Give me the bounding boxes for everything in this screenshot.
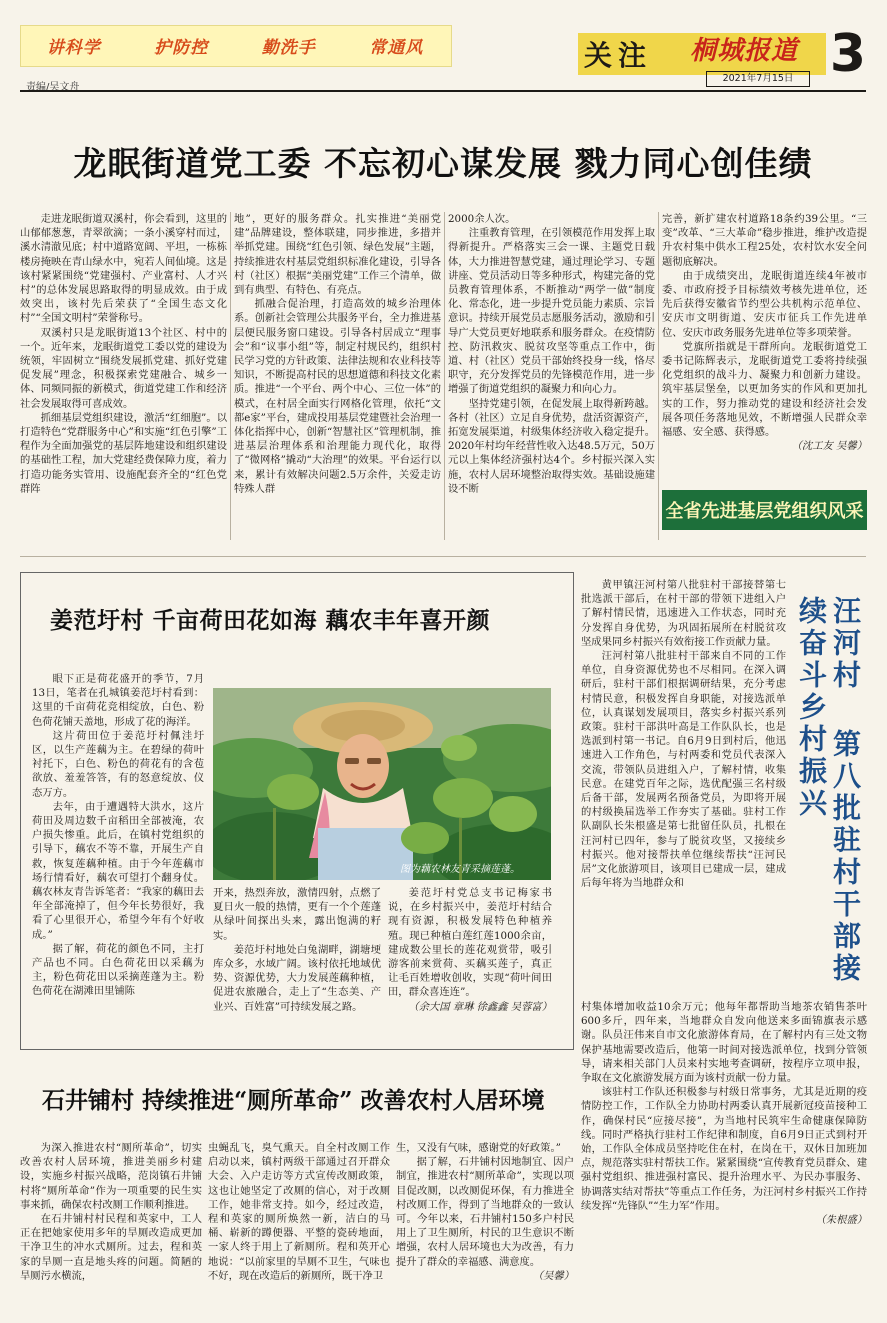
- paragraph: 完善，新扩建农村道路18条约39公里。“三变”改革、“三大革命”稳步推进，维护改造提升农村集中供水工程25处，农村饮水安全问题彻底解决。: [662, 213, 867, 268]
- shijing-article-col-1: [20, 1141, 202, 1283]
- photo-caption: 图为藕农林友青采摘莲蓬。: [400, 864, 520, 875]
- paragraph: 走进龙眠街道双溪村，你会看到，这里的山郁郁葱葱，青翠欲滴；一条小溪穿村而过，溪水清澈见底；村中道路宽阔、平坦，一栋栋楼房掩映在青山绿水中，宛若人间仙境。这是该村紧紧围绕“党建强村、产业富村、人才兴村”的总体发展思路取得的明显成效。由于成效突出，该村先后荣获了“全国生态文化村”“全国文明村”荣誉称号。: [20, 213, 227, 325]
- paragraph: 黄甲镇汪河村第八批驻村干部接替第七批选派干部后，在村干部的带领下进组入户了解村情民情，迅速进入工作状态，同时充分发挥自身优势，为巩固拓展所在村脱贫攻坚成果同乡村振兴有效衔接工作贡献力量。: [581, 579, 786, 648]
- main-article-col-2: [234, 212, 441, 496]
- column-divider: [658, 212, 659, 540]
- lotus-headline: 姜范圩村 千亩荷田花如海 藕农丰年喜开颜: [50, 607, 491, 634]
- editor-credit: 责编/吴文舟: [26, 82, 80, 93]
- section-banner: 全省先进基层党组织风采: [665, 501, 864, 522]
- slogan-row: [20, 25, 450, 65]
- byline: （沈工友 吴馨）: [791, 440, 867, 453]
- section-title: 关注: [584, 39, 653, 72]
- paragraph: 据了解，荷花的颜色不同，主打产品也不同。白色荷花田以采藕为主，粉色荷花田以采摘莲蓬为主。粉色荷花在湖滩田里铺陈: [32, 942, 204, 998]
- paragraph: 汪河村第八批驻村干部来自不同的工作单位，自身资源优势也不尽相同。在深入调研后，驻村干部们根据调研结果，充分考虑村情民意，积极发挥自身职能，对接选派单位，认真谋划发展项目，落实乡村振兴系列政策。驻村干部洪叶高是工作队队长，也是选派到村第一书记。自6月9日到村后，他迅速进入工作角色，与村两委和党员代表深入交流，带领队员进组入户，了解村情，收集民意。在建党百年之际，选优配强三名村级后备干部，发展两名预备党员，为即将开展的村级换届选举工作夯实了基础。驻村工作队副队长朱根盛是第七批留任队员，扎根在汪河村已四年，参与了脱贫攻坚，又接续乡村振兴。他对接帮扶单位继续帮扶“汪河民居”文化旅游项目，该项目已建成一层，建成后每年将为当地群众和: [581, 650, 786, 890]
- lotus-farmer-photo: [213, 688, 551, 880]
- paragraph: 双溪村只是龙眠街道13个社区、村中的一个。近年来，龙眠街道党工委以党的建设为统领，牢固树立“围绕发展抓党建、抓好党建促发展”理念，积极探索党建融合、城乡一体、同频同振的新模式，街道党建工作和经济社会发展取得可喜成效。: [20, 326, 227, 410]
- byline: （吴馨）: [532, 1269, 574, 1282]
- wanghe-headline: 汪河村 第八批驻村干部接续奋斗乡村振兴: [795, 596, 862, 985]
- wanghe-article-col-narrow: [581, 578, 786, 890]
- column-divider: [230, 212, 231, 540]
- slogan-2: 护防控: [154, 37, 209, 58]
- main-article-col-1: [20, 212, 227, 496]
- paragraph: 抓融合促治理，打造高效的城乡治理体系。创新社会管理公共服务平台，全力推进基层便民服务窗口建设。引导各村居成立“理事会”和“议事小组”等，制定村规民约，组织村民学习党的方针政策、法律法规和农业科技等知识，不断提高村民的思想道德和科技文化素质。推进“一个平台、两个中心、三位一体”的模式，在村居全面实行网格化管理，依托“文都e家”平台，建成投用基层党建暨社会治理一体化指挥中心，创新“智慧社区”管理机制，推进基层治理体系和治理能力现代化，取得了“微网格”撬动“大治理”的效果。平台运行以来，累计有效解决问题2.5万余件，关爱走访特殊人群: [234, 298, 441, 495]
- paragraph: 坚持党建引领，在促发展上取得新跨越。各村（社区）立足自身优势，盘活资源资产，拓宽发展渠道，村级集体经济收入稳定提升。2020年村均年经营性收入达48.5万元，50万元以上集体经济强村达4个。乡村振兴深入实施，农村人居环境整治取得实效。基础设施建设不断: [448, 397, 655, 495]
- shijing-article-col-2: [208, 1141, 390, 1283]
- slogan-1: 讲科学: [46, 37, 101, 58]
- slogan-4: 常通风: [369, 37, 424, 58]
- lotus-article-col-2: [213, 886, 381, 1014]
- paper-name-logo: 桐城报道: [690, 36, 799, 66]
- paragraph: 抓细基层党组织建设，激活“红细胞”。以打造特色“党群服务中心”和实施“红色引擎”工程作为全面加强党的基层阵地建设和组织建设的基础性工程，加大党建经费保障力度，着力打造功能务实管用、设施配套齐全的“红色党群阵: [20, 411, 227, 495]
- paragraph: 2000余人次。: [448, 213, 516, 225]
- main-headline: 龙眠街道党工委 不忘初心谋发展 戮力同心创佳绩: [73, 144, 813, 183]
- paragraph: 在石井铺村村民程和英家中，工人正在把她家使用多年的旱厕改造成更加干净卫生的冲水式厕所。过去，程和英家的旱厕一直是地头疼的问题。简陋的旱厕污水横流，: [20, 1213, 202, 1282]
- paragraph: 党旗所指就是干群所向。龙眠街道党工委书记陈辉表示，龙眠街道党工委将持续强化党组织的战斗力、凝聚力和创新力建设。筑牢基层堡垒，以更加务实的作风和更加扎实的工作，努力推动党的建设和经济社会发展各项任务落地见效，不断增强人民群众幸福感、安全感、获得感。: [662, 340, 867, 439]
- paragraph: 这片荷田位于姜范圩村佩洼圩区，以生产莲藕为主。在碧绿的荷叶衬托下，白色、粉色的荷花有的含苞欲放、羞羞答答，有的怒意绽放、仪态万方。: [32, 729, 204, 799]
- paragraph: 由于成绩突出，龙眠街道连续4年被市委、市政府授予目标绩效考核先进单位，还先后获得安徽省节约型公共机构示范单位、安庆市文明街道、安庆市征兵工作先进单位、安庆市政务服务先进单位等多项荣誉。: [662, 269, 867, 339]
- lotus-article-col-3: [388, 886, 552, 1014]
- wanghe-article-col-full: [581, 1000, 867, 1227]
- column-divider: [444, 212, 445, 540]
- byline: （朱根盛）: [815, 1214, 867, 1227]
- lotus-article-col-1: [32, 672, 204, 999]
- shijing-headline: 石井铺村 持续推进“厕所革命” 改善农村人居环境: [42, 1087, 545, 1114]
- paragraph: 该驻村工作队还积极参与村级日常事务，尤其是近期的疫情防控工作，工作队全力协助村两委认真开展新冠疫苗接种工作，确保村民“应接尽接”，为当地村民筑牢生命健康保障防线。同时严格执行驻村工作纪律和制度，自6月9日正式到村开始，工作队全体成员坚持吃住在村，在岗在干，双休日加班加点，规范落实驻村帮扶工作。紧紧围绕“宣传教育党员群众、建强村党组织、推进强村富民、提升治理水平、为民办事服务、协调落实结对帮扶”等重点工作任务，为汪河村乡村振兴工作持续发挥“先锋队”“生力军”作用。: [581, 1086, 867, 1212]
- paragraph: 开来，热烈奔放，激情四射，点燃了夏日火一般的热情，更有一个个莲蓬从绿叶间探出头来，露出饱满的籽实。: [213, 887, 381, 942]
- paragraph: 注重教育管理，在引领模范作用发挥上取得新提升。严格落实三会一课、主题党日载体，大力推进智慧党建，通过理论学习、专题讲座、党员活动日等多种形式，构建完备的党员教育管理体系，不断推动“两学一做”制度化、常态化，进一步提升党员能力素质、宗旨意识。持续开展党员志愿服务活动，激励和引导广大党员更好地联系和服务群众。在疫情防控、防汛救灾、脱贫攻坚等重点工作中，街道、村（社区）党员干部始终投身一线，恪尽职守，充分发挥党员的先锋模范作用，进一步增强了街道党组织的凝聚力和向心力。: [448, 227, 655, 396]
- byline: （余大国 章琳 徐鑫鑫 吴蓉富）: [408, 1000, 552, 1013]
- paragraph: 去年，由于遭遇特大洪水，这片荷田及周边数千亩稻田全部被淹，农户损失惨重。此后，在镇村党组织的引导下，藕农不等不靠，开展生产自救，恢复莲藕种植。由于今年莲藕市场行情看好，藕农可望打个翻身仗。藕农林友青告诉笔者：“我家的藕田去年全部淹掉了，但今年长势很好，我看了心里很开心，希望今年有个好收成。”: [32, 800, 204, 941]
- shijing-article-col-3: [396, 1141, 574, 1283]
- section-divider: [20, 556, 866, 557]
- paragraph: 姜范圩村党总支书记梅家书说，在乡村振兴中，姜范圩村结合现有资源，积极发展特色种植养殖。现已种植白莲红莲1000余亩，建成数公里长的莲花观赏带，吸引游客前来赏荷、买藕买莲子，真正让毛百姓增收创收，实现“荷叶间田田，群众喜连连”。: [388, 887, 552, 999]
- slogan-3: 勤洗手: [261, 37, 316, 58]
- header-rule: [20, 90, 866, 92]
- paragraph: 虫蝇乱飞，臭气熏天。自全村改厕工作启动以来，镇村两级干部通过召开群众大会、入户走访等方式宣传改厕政策，这也让她坚定了改厕的信心，对于改厕工作，她非常支持。如今，经过改造，程和英家的厕所焕然一新，洁白的马桶、崭新的蹲便器、平整的瓷砖地面，一家人终于用上了新厕所。程和英开心地说：“以前家里的旱厕不卫生，气味也不好，现在改造后的新厕所，既干净卫: [208, 1142, 390, 1282]
- paragraph: 村集体增加收益10余万元；他每年都帮助当地茶农销售茶叶600多斤，四年来，当地群众自发向他送来多面锦旗表示感谢。队员汪伟来自市文化旅游体育局，在了解村内有三处文物保护基地需要改造后，他第一时间对接选派单位，找到分管领导，请来相关部门人员来村实地考查调研，按程序立项申报，争取在文化旅游发展方面为该村贡献一份力量。: [581, 1001, 867, 1085]
- paragraph: 地”，更好的服务群众。扎实推进“美丽党建”品牌建设，整体联建，同步推进，多措并举抓党建。围绕“红色引领、绿色发展”主题，持续推进农村基层党组织标准化建设，引导各村（社区）根据“美丽党建”工作三个清单，做到有典型、有特色、有亮点。: [234, 213, 441, 297]
- paragraph: 生，又没有气味，感谢党的好政策。”: [396, 1142, 561, 1154]
- paragraph: 据了解，石井铺村因地制宜、因户制宜，推进农村“厕所革命”，实现以项目促改厕，以改厕促环保，有力推进全村改厕工作，得到了当地群众的一致认可。今年以来，石井铺村150多户村民用上了卫生厕所，村民的卫生意识不断增强，农村人居环境也大为改善，有力提升了群众的幸福感、满意度。: [396, 1156, 574, 1268]
- issue-date: 2021年7月15日: [706, 71, 810, 87]
- page-number: 3: [829, 24, 867, 84]
- main-article-col-4: [662, 212, 867, 453]
- paragraph: 姜范圩村地处白兔湖畔，湖塘埂库众多，水域广阔。该村依托地域优势、资源优势，大力发展莲藕种植，促进农旅融合，走上了“生态美、产业兴、百姓富”可持续发展之路。: [213, 943, 381, 1013]
- paragraph: 为深入推进农村“厕所革命”，切实改善农村人居环境，推进美丽乡村建设，实施乡村振兴战略，范岗镇石井铺村将“厕所革命”作为一项重要的民生实事来抓，确保农村改厕工作顺利推进。: [20, 1142, 202, 1211]
- main-article-col-3: [448, 212, 655, 496]
- paragraph: 眼下正是荷花盛开的季节，7月13日，笔者在孔城镇姜范圩村看到：这里的千亩荷花竞相绽放，白色、粉色荷花铺天盖地，形成了花的海洋。: [32, 673, 204, 728]
